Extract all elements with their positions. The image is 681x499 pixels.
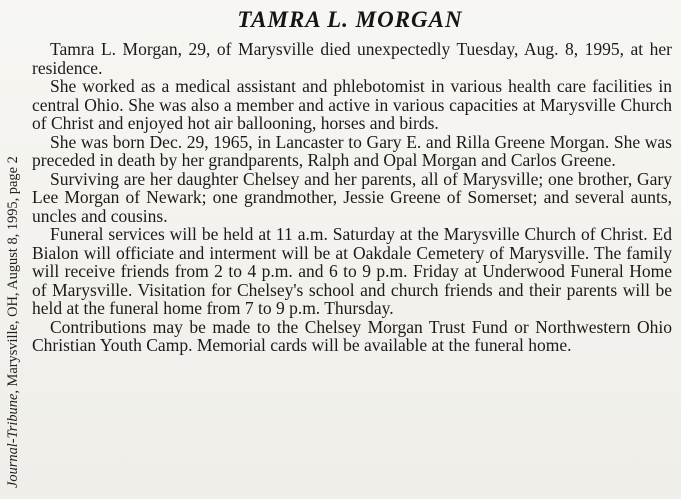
source-caption-text: [4, 3, 22, 488]
paragraph-career: She worked as a medical assistant and phlebotomist in various health care facilities in central Ohio. She was also a member and active in various capacities at Marysville Church of Christ and enjoyed hot air ballooning, horses and birds.: [32, 76, 672, 133]
publication-details: , Marysville, OH, August 8, 1995, page 2: [5, 156, 21, 394]
paragraph-contributions: Contributions may be made to the Chelsey Morgan Trust Fund or Northwestern Ohio Christian Youth Camp. Memorial cards will be available at the funeral home.: [32, 316, 672, 355]
paragraph-birth: She was born Dec. 29, 1965, in Lancaster to Gary E. and Rilla Greene Morgan. She was preceded in death by her grandparents, Ralph and Opal Morgan and Carlos Greene.: [32, 131, 672, 170]
newspaper-name: Journal-Tribune: [5, 393, 21, 488]
obituary-body: [32, 40, 672, 355]
paragraph-survivors: Surviving are her daughter Chelsey and her parents, all of Marysville; one brother, Gary Lee Morgan of Newark; one grandmother, Jessie Greene of Somerset; and several aunts, uncles and cousins.: [32, 168, 672, 226]
source-caption: [2, 2, 24, 497]
obituary-headline: TAMRA L. MORGAN: [237, 7, 463, 32]
paragraph-death-notice: Tamra L. Morgan, 29, of Marysville died unexpectedly Tuesday, Aug. 8, 1995, at her residence.: [32, 39, 672, 78]
paragraph-services: Funeral services will be held at 11 a.m. Saturday at the Marysville Church of Christ. Ed Bialon will officiate and interment will be at Oakdale Cemetery of Marysville. The family will receive friends from 2 to 4 p.m. and 6 to 9 p.m. Friday at Underwood Funeral Home of Marysville. Visitation for Chelsey's school and church friends and their parents will be held at the funeral home from 7 to 9 p.m. Thursday.: [32, 224, 672, 318]
